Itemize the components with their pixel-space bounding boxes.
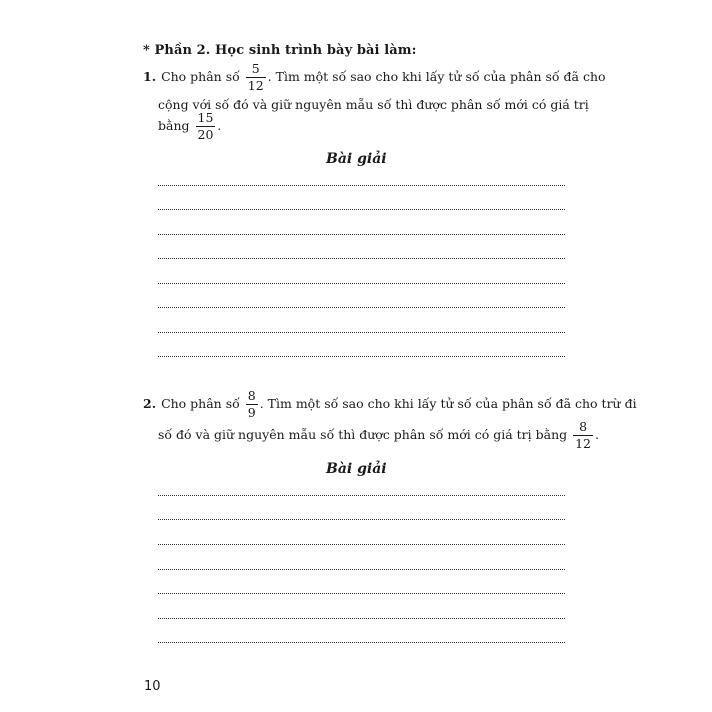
problem-2-text-b: . Tìm một số sao cho khi lấy tử số của phân số đã cho trừ đi [259, 395, 637, 411]
answer-line[interactable] [158, 356, 565, 357]
problem-2-text-d: . [595, 426, 599, 442]
answer-line[interactable] [158, 544, 565, 545]
fraction-numerator: 8 [247, 388, 256, 403]
problem-2-fraction-1 [246, 389, 258, 420]
problem-1-number: 1. [143, 68, 157, 84]
problem-2-text-c: số đó và giữ nguyên mẫu số thì được phân số mới có giá trị bằng [158, 426, 568, 442]
problem-2-fraction-2 [573, 420, 593, 451]
solution-heading-2: Bài giải [326, 461, 387, 477]
problem-1-fraction-2 [196, 111, 216, 142]
problem-1-fraction-1 [246, 62, 266, 93]
answer-line[interactable] [158, 185, 565, 186]
answer-line[interactable] [158, 209, 565, 210]
problem-1-text-a: Cho phân số [161, 68, 240, 84]
fraction-numerator: 5 [246, 62, 266, 78]
answer-line[interactable] [158, 618, 565, 619]
fraction-denominator: 12 [247, 77, 264, 93]
problem-1-line-1 [143, 62, 606, 93]
problem-1-text-d: . [217, 117, 222, 133]
answer-line[interactable] [158, 642, 565, 643]
page-number: 10 [144, 679, 161, 694]
answer-line[interactable] [158, 258, 565, 259]
answer-line[interactable] [158, 495, 565, 496]
answer-line[interactable] [158, 569, 565, 570]
problem-1-line-2: cộng với số đó và giữ nguyên mẫu số thì được phân số mới có giá trị [158, 97, 589, 112]
solution-heading-1: Bài giải [326, 151, 387, 167]
answer-line[interactable] [158, 519, 565, 520]
fraction-denominator: 12 [575, 435, 592, 451]
problem-2-text-a: Cho phân số [161, 395, 240, 411]
problem-2-number: 2. [143, 395, 157, 411]
answer-line[interactable] [158, 307, 565, 308]
section-title: * Phần 2. Học sinh trình bày bài làm: [143, 43, 417, 58]
answer-line[interactable] [158, 234, 565, 235]
fraction-numerator: 15 [197, 110, 214, 125]
answer-line[interactable] [158, 332, 565, 333]
fraction-denominator: 20 [197, 126, 214, 142]
answer-line[interactable] [158, 593, 565, 594]
problem-1-line-3 [158, 111, 221, 142]
problem-1-text-c: bằng [158, 117, 190, 133]
answer-line[interactable] [158, 283, 565, 284]
fraction-denominator: 9 [247, 404, 256, 420]
problem-2-line-2 [158, 420, 599, 451]
fraction-numerator: 8 [573, 420, 593, 436]
problem-2-line-1 [143, 389, 637, 420]
problem-1-text-b: . Tìm một số sao cho khi lấy tử số của phân số đã cho [267, 68, 606, 84]
